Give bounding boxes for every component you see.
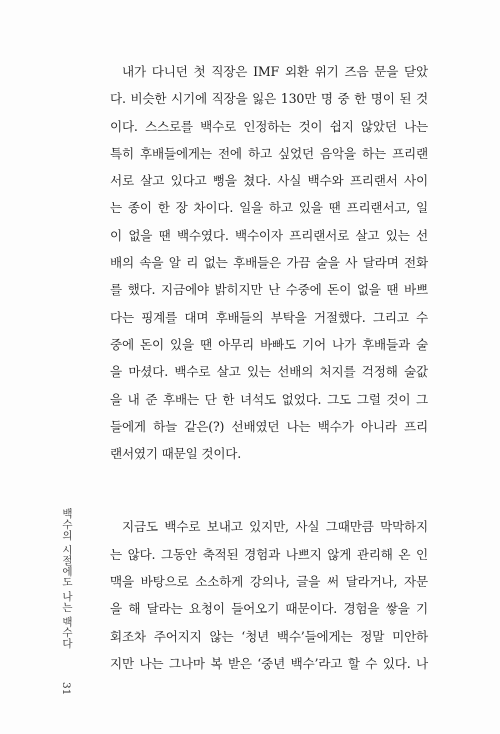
text-line: 을 해 달라는 요청이 들어오기 때문이다. 경험을 쌓을 기 [110,601,428,617]
text-line: 들에게 하늘 같은(?) 선배였던 나는 백수가 아니라 프리 [110,418,428,434]
text-line: 지만 나는 그나마 복 받은 ‘중년 백수’라고 할 수 있다. 나 [110,655,428,671]
text-line: 을 마셨다. 백수로 살고 있는 선배의 처지를 걱정해 술값 [110,364,428,380]
text-line: 중에 돈이 있을 땐 아무리 바빠도 기어 나가 후배들과 술 [110,336,428,352]
text-line: 을 내 준 후배는 단 한 녀석도 없었다. 그도 그럴 것이 그 [110,391,428,407]
text-line: 특히 후배들에게는 전에 하고 싶었던 음악을 하는 프리랜 [110,145,428,161]
paragraph-2 [110,513,428,677]
text-line: 랜서였기 때문일 것이다. [110,446,242,462]
text-line: 지금도 백수로 보내고 있지만, 사실 그때만큼 막막하지 [122,519,428,535]
text-line: 배의 속을 알 리 없는 후배들은 가끔 술을 사 달라며 전화 [110,255,428,271]
page-number: 31 [60,682,72,696]
text-line: 이다. 스스로를 백수로 인정하는 것이 쉽지 않았던 나는 [110,118,428,134]
paragraph-1 [110,58,428,467]
text-line: 를 했다. 지금에야 밝히지만 난 수중에 돈이 없을 땐 바쁘 [110,282,428,298]
text-line: 다. 비슷한 시기에 직장을 잃은 130만 명 중 한 명이 된 것 [110,91,428,107]
text-line: 는 않다. 그동안 축적된 경험과 나쁘지 않게 관리해 온 인 [110,546,428,562]
body-text [110,58,428,677]
text-line: 맥을 바탕으로 소소하게 강의나, 글을 써 달라거나, 자문 [110,574,428,590]
text-line: 이 없을 땐 백수였다. 백수이자 프리랜서로 살고 있는 선 [110,227,428,243]
text-line: 는 종이 한 장 차이다. 일을 하고 있을 땐 프리랜서고, 일 [110,200,428,216]
text-line: 다는 핑계를 대며 후배들의 부탁을 거절했다. 그리고 수 [110,309,428,325]
text-line: 서로 살고 있다고 뻥을 쳤다. 사실 백수와 프리랜서 사이 [110,173,428,189]
running-header: 백수의 시절에도 나는 백수다 [61,508,73,649]
text-line: 회조차 주어지지 않는 ‘청년 백수’들에게는 정말 미안하 [110,628,428,644]
text-line: 내가 다니던 첫 직장은 IMF 외환 위기 즈음 문을 닫았 [122,64,428,79]
